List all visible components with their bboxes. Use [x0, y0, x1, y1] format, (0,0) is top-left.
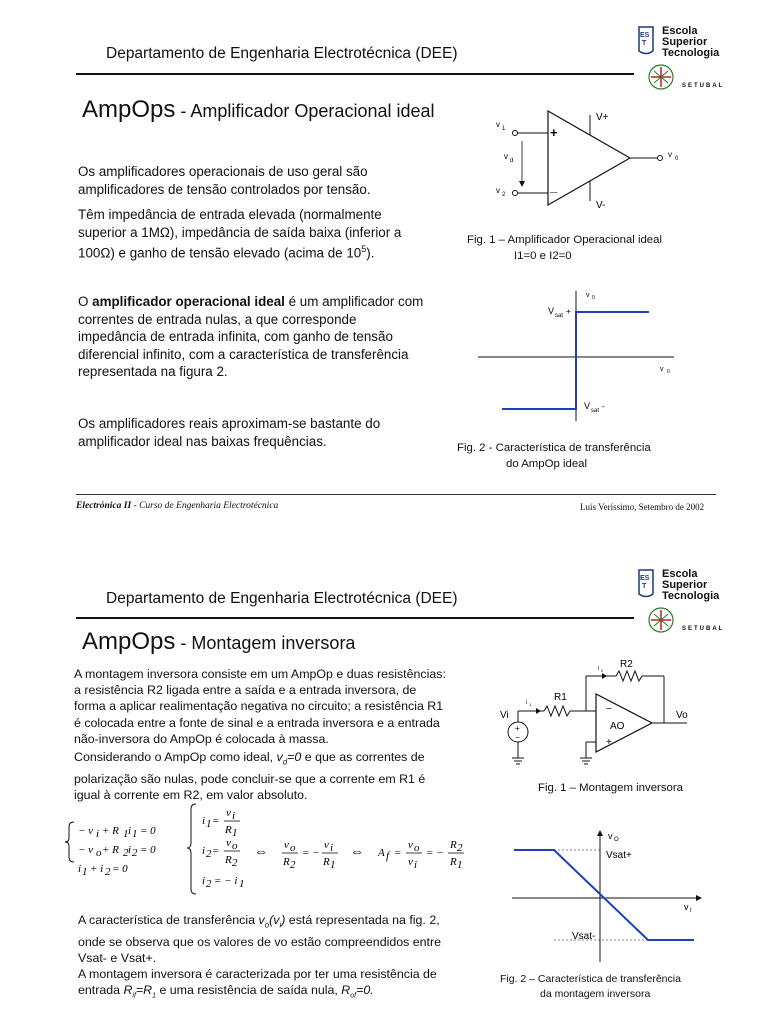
svg-text:R: R: [450, 856, 457, 868]
vi-label: Vi: [500, 710, 509, 721]
footer-course-bold: Electrónica II: [76, 501, 132, 511]
inverting-amp-circuit: [492, 654, 702, 774]
vsatm-sub: sat: [591, 408, 600, 414]
slide1-p3: [78, 293, 426, 381]
svg-text:= −: = −: [302, 847, 320, 859]
svg-text:+ R: + R: [102, 825, 119, 837]
i2-sub: 2: [601, 668, 604, 673]
title-sub: - Montagem inversora: [175, 633, 356, 653]
v2-label: v: [496, 186, 500, 195]
svg-text:= 0: = 0: [140, 844, 156, 856]
svg-text:R: R: [323, 856, 330, 868]
i1-sub: 1: [529, 702, 532, 707]
svg-text:= 0: = 0: [112, 863, 128, 875]
header-rule: [76, 73, 634, 75]
p3-rest: está representada na fig. 2, onde se observa que os valores de vo estão compreendidos entre Vsat- e Vsat+.: [78, 913, 442, 965]
vd-axis-label: v: [660, 366, 664, 373]
logo-line2: Superior: [662, 36, 708, 48]
svg-text:R: R: [225, 854, 232, 866]
p3-bold: amplificador operacional ideal: [92, 294, 285, 309]
svg-text:ES: ES: [640, 575, 650, 582]
footer-course: - Curso de Engenharia Electrotécnica: [131, 501, 279, 511]
svg-text:2: 2: [206, 848, 212, 860]
fig1-caption-2: I1=0 e I2=0: [514, 250, 572, 262]
logo-city: SETUBAL: [682, 83, 725, 89]
fig1-caption: Fig. 1 – Montagem inversora: [538, 782, 683, 794]
svg-text:T: T: [642, 40, 647, 47]
logo-line1: Escola: [662, 568, 698, 580]
header-rule: [76, 617, 634, 619]
svg-text:2: 2: [290, 859, 296, 871]
brace-1: [65, 822, 74, 862]
v2-sub: 2: [502, 192, 506, 198]
title-main: AmpOps: [82, 628, 176, 655]
vo-axis-sub: 0: [592, 295, 595, 301]
vsatm-sign: -: [602, 402, 605, 411]
inv-input-sign: −: [606, 704, 612, 715]
svg-text:f: f: [386, 850, 390, 862]
opamp-symbol: [490, 105, 690, 215]
vminus-label: V-: [596, 200, 606, 211]
fig1-caption: Fig. 1 – Amplificador Operacional ideal: [467, 234, 663, 246]
svg-text:i: i: [202, 845, 206, 857]
rif-eq: =R: [135, 983, 153, 998]
vo-label: v: [668, 150, 672, 159]
svg-text:v: v: [408, 839, 413, 851]
slide1-title: [82, 96, 435, 124]
vsatp-sub: sat: [555, 313, 564, 319]
rif-var: R: [123, 983, 133, 998]
i2-label: i: [598, 666, 600, 672]
svg-text:R: R: [283, 856, 290, 868]
ideal-transfer-chart: [474, 285, 684, 425]
p4-text: A montagem inversora é caracterizada por ter uma resistência de entrada: [78, 967, 437, 998]
fig2-caption-2: do AmpOp ideal: [506, 458, 588, 470]
svg-text:1: 1: [206, 818, 212, 830]
vo-sub: 0: [675, 156, 679, 162]
svg-text:i: i: [96, 828, 100, 840]
svg-text:= − i: = − i: [214, 875, 238, 887]
p3-text: A característica de transferência: [78, 913, 259, 927]
r1-resistor: [544, 706, 570, 716]
vo-var-sub: o: [264, 920, 270, 930]
svg-text:i: i: [330, 842, 334, 854]
slide2-p4: [78, 966, 450, 1005]
transfer-curve: [514, 850, 694, 940]
svg-text:v: v: [226, 837, 231, 849]
svg-text:o: o: [96, 847, 102, 859]
rof-sub: of: [350, 992, 357, 1000]
svg-text:R: R: [225, 824, 232, 836]
minus-terminal: _: [550, 179, 558, 194]
svg-text:A: A: [378, 847, 385, 859]
svg-text:2: 2: [105, 866, 111, 878]
vd-var-sub: d: [282, 757, 288, 767]
svg-text:+ R: + R: [102, 844, 119, 856]
svg-text:2: 2: [206, 878, 212, 890]
svg-text:− v: − v: [78, 825, 94, 837]
vi-axis-label: v: [684, 902, 689, 912]
v1-sub: 1: [502, 126, 506, 132]
svg-text:+ i: + i: [90, 863, 104, 875]
equivalence-arrow: ⇔: [350, 843, 364, 859]
v1-label: v: [496, 120, 500, 129]
svg-text:o: o: [290, 842, 296, 854]
fig2-caption: Fig. 2 – Característica de transferência: [500, 973, 681, 985]
equation-block: [60, 798, 480, 906]
footer-rule: [76, 494, 716, 495]
vi-axis-sub: I: [690, 908, 692, 914]
vd-sub: d: [510, 158, 514, 164]
footer-right: Luís Veríssimo, Setembro de 2002: [580, 502, 705, 512]
svg-text:R: R: [450, 839, 457, 851]
vsatm-label: Vsat-: [572, 931, 596, 942]
slide2-title: [82, 628, 355, 656]
p3-start: O: [78, 294, 93, 309]
svg-text:1: 1: [123, 828, 129, 840]
opamp-triangle: [548, 111, 630, 205]
rof-eq: =0.: [356, 983, 374, 998]
logo-line2: Superior: [662, 579, 708, 591]
svg-text:= −: = −: [426, 847, 444, 859]
fig2-caption-2: da montagem inversora: [540, 988, 651, 1000]
svg-text:i: i: [202, 875, 206, 887]
vi-var-sub: i: [279, 920, 282, 930]
vo-label: Vo: [676, 710, 688, 721]
slide1-p2: [78, 206, 418, 262]
svg-text:i: i: [414, 859, 418, 871]
title-sub: - Amplificador Operacional ideal: [175, 101, 435, 121]
p2-text: Têm impedância de entrada elevada (normalmente superior a 1MΩ), impedância de saída baixa (inferior a 100Ω) e ganho de tensão elevado (acima de 10: [78, 207, 402, 261]
rof-var: R: [341, 983, 351, 998]
vd-var: v: [276, 750, 283, 764]
svg-text:1: 1: [232, 827, 238, 839]
svg-text:ES: ES: [640, 32, 650, 39]
svg-text:o: o: [414, 842, 420, 854]
slide2-p1: A montagem inversora consiste em um AmpOp e duas resistências: a resistência R2 ligada entre a saída e a entrada inversora, de forma a aplicar realimentação negativa no circuito; a resistência R1 é colocada entre a fonte de sinal e a entrada inversora e a entrada não-inversora do AmpOp é colocada à massa.: [74, 667, 446, 746]
svg-text:v: v: [284, 839, 289, 851]
logo-line3: Tecnologia: [662, 590, 720, 602]
svg-text:i: i: [202, 815, 206, 827]
vsatm-label: V: [584, 401, 591, 411]
svg-text:1: 1: [330, 859, 336, 871]
vsatp-label: V: [548, 306, 555, 316]
ao-label: AO: [610, 721, 625, 732]
transfer-curve: [502, 312, 649, 409]
p2-rest: e que as correntes de polarização são nulas, pode concluir-se que a corrente em R1 é igual à corrente em R2, em valor absoluto.: [74, 750, 426, 802]
svg-text:2: 2: [123, 847, 129, 859]
r2-resistor: [616, 671, 642, 681]
p3-rest: é um amplificador com correntes de entrada nulas, a que corresponde impedância de entrada infinita, com ganho de tensão diferencial infinito, com a característica de transferência representada na figura 2.: [78, 294, 424, 379]
logo-line1: Escola: [662, 25, 698, 37]
svg-text:v: v: [226, 807, 231, 819]
slide2-p2: [74, 749, 446, 803]
vo-var: v: [258, 913, 265, 927]
logo-city: SETUBAL: [682, 626, 725, 632]
r2-label: R2: [620, 659, 633, 670]
svg-text:1: 1: [132, 828, 138, 840]
title-main: AmpOps: [82, 96, 176, 123]
slide1-header: Departamento de Engenharia Electrotécnica (DEE): [106, 45, 458, 62]
vplus-label: V+: [596, 112, 609, 123]
vd-label: v: [504, 152, 508, 161]
vi-close: ): [281, 913, 286, 927]
svg-text:1: 1: [457, 859, 463, 871]
svg-text:2: 2: [132, 847, 138, 859]
vsatp-label: Vsat+: [606, 850, 632, 861]
svg-text:=: =: [394, 847, 402, 859]
logo-line3: Tecnologia: [662, 47, 720, 59]
svg-text:− v: − v: [78, 844, 94, 856]
vsatp-sign: +: [566, 307, 571, 316]
vo-axis-sub: O: [614, 837, 619, 843]
svg-text:2: 2: [232, 857, 238, 869]
brace-2: [187, 804, 196, 894]
svg-text:=: =: [212, 845, 220, 857]
vi-var: (v: [269, 913, 280, 927]
equivalence-arrow: ⇔: [254, 843, 268, 859]
svg-text:2: 2: [457, 842, 463, 854]
vd-eq: =0: [287, 750, 302, 764]
school-logo: [636, 25, 736, 95]
school-logo: [636, 568, 736, 638]
vo-axis-label: v: [586, 292, 590, 299]
p2-sup: 5: [361, 244, 367, 254]
svg-text:v: v: [324, 839, 329, 851]
rif-eq-sub: 1: [152, 992, 157, 1000]
fig2-caption: Fig. 2 - Característica de transferência: [457, 442, 651, 454]
p2-end: ).: [366, 245, 375, 261]
i1-label: i: [526, 700, 528, 706]
svg-text:o: o: [232, 840, 238, 852]
source-plus: +: [515, 724, 520, 733]
inverting-transfer-chart: [508, 826, 708, 966]
p2-text: Considerando o AmpOp como ideal,: [74, 750, 277, 764]
slide1-p4: Os amplificadores reais aproximam-se bastante do amplificador ideal nas baixas frequências.: [78, 416, 381, 449]
svg-text:=: =: [212, 815, 220, 827]
plus-terminal: +: [550, 125, 558, 140]
svg-text:= 0: = 0: [140, 825, 156, 837]
svg-text:i: i: [128, 825, 132, 837]
svg-text:1: 1: [82, 866, 88, 878]
svg-text:i: i: [232, 810, 236, 822]
vd-axis-sub: 0: [667, 369, 670, 375]
noninv-input-sign: +: [606, 737, 612, 748]
r1-label: R1: [554, 692, 567, 703]
rif-sub: if: [132, 992, 136, 1000]
slide2-p3: [78, 912, 450, 966]
slide2-header: Departamento de Engenharia Electrotécnica (DEE): [106, 590, 458, 607]
svg-text:T: T: [642, 583, 647, 590]
source-minus: −: [515, 733, 520, 742]
svg-text:i: i: [128, 844, 132, 856]
p4-mid: e uma resistência de saída nula,: [156, 983, 342, 998]
svg-text:i: i: [78, 863, 82, 875]
vo-axis-label: v: [608, 831, 613, 841]
slide1-p1: Os amplificadores operacionais de uso geral são amplificadores de tensão controlados por tensão.: [78, 164, 371, 197]
footer-left: [76, 501, 278, 511]
svg-text:1: 1: [239, 878, 245, 890]
svg-text:v: v: [408, 856, 413, 868]
